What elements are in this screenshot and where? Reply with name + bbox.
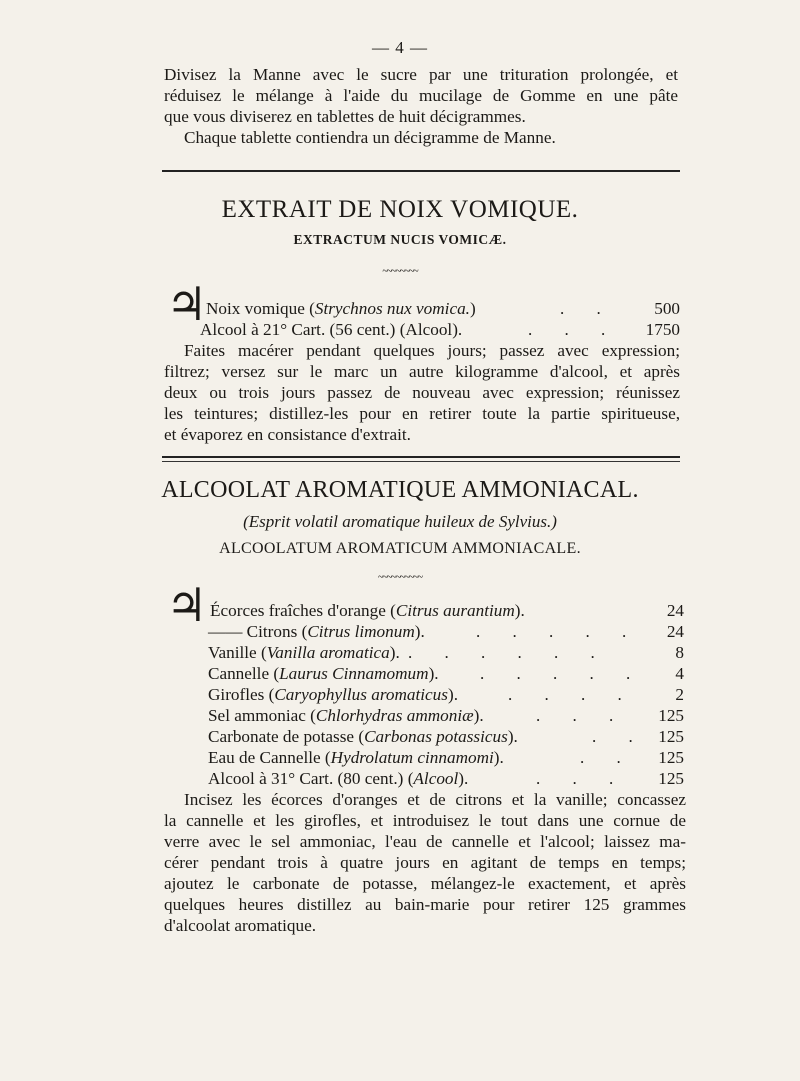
ingredient-name: Eau de Cannelle (Hydrolatum cinnamomi). bbox=[208, 748, 504, 767]
ornament-separator: ~~~~~~~~~~ bbox=[377, 572, 423, 583]
ingredient-name: —— Citrons (Citrus limonum). bbox=[208, 622, 425, 641]
method-line: ajoutez le carbonate de potasse, mélangez-le exactement, et après bbox=[164, 874, 686, 893]
ingredient-name: Sel ammoniac (Chlorhydras ammoniæ). bbox=[208, 706, 484, 725]
intro-line: Divisez la Manne avec le sucre par une trituration prolongée, et bbox=[164, 65, 678, 84]
ingredient-name: Écorces fraîches d'orange (Citrus aurantium). bbox=[210, 601, 525, 620]
ingredient-qty: 125 bbox=[658, 727, 684, 746]
ingredient-qty: 24 bbox=[666, 622, 684, 641]
ingredient-name: Vanille (Vanilla aromatica). bbox=[208, 643, 400, 662]
leader-dots: . . . bbox=[536, 769, 628, 788]
leader-dots: . . . . . . bbox=[408, 643, 609, 662]
jupiter-symbol-icon: ♃ bbox=[166, 580, 208, 631]
ingredient-name: Noix vomique (Strychnos nux vomica.) bbox=[206, 299, 476, 318]
intro-line: que vous diviserez en tablettes de huit décigrammes. bbox=[164, 107, 526, 126]
ingredient-name: Carbonate de potasse (Carbonas potassicus). bbox=[208, 727, 518, 746]
ingredient-qty: 1750 bbox=[645, 320, 680, 339]
ingredient-qty: 2 bbox=[675, 685, 684, 704]
section-rule-thin bbox=[162, 461, 680, 462]
leader-dots: . . . bbox=[528, 320, 620, 339]
ingredient-qty: 125 bbox=[658, 769, 684, 788]
intro-line: réduisez le mélange à l'aide du mucilage de Gomme en une pâte bbox=[164, 86, 678, 105]
section2-latin-title: ALCOOLATUM AROMATICUM AMMONIACALE. bbox=[219, 540, 581, 557]
section2-subtitle: (Esprit volatil aromatique huileux de Sylvius.) bbox=[243, 512, 557, 531]
section-rule bbox=[162, 456, 680, 458]
leader-dots: . . . . . bbox=[480, 664, 645, 683]
ingredient-qty: 125 bbox=[658, 706, 684, 725]
method-line: verre avec le sel ammoniac, l'eau de cannelle et l'alcool; laissez ma- bbox=[164, 832, 686, 851]
method-line-last: d'alcoolat aromatique. bbox=[164, 916, 316, 935]
method-line: la cannelle et les girofles, et introduisez le tout dans une cornue de bbox=[164, 811, 686, 830]
method-line: quelques heures distillez au bain-marie pour retirer 125 grammes bbox=[164, 895, 686, 914]
leader-dots: . . . . bbox=[508, 685, 636, 704]
section1-title: EXTRAIT DE NOIX VOMIQUE. bbox=[221, 196, 579, 223]
ingredient-qty: 125 bbox=[658, 748, 684, 767]
ingredient-name: Alcool à 31° Cart. (80 cent.) (Alcool). bbox=[208, 769, 469, 788]
leader-dots: . . bbox=[560, 299, 615, 318]
method-line: les teintures; distillez-les pour en retirer toute la partie spiritueuse, bbox=[164, 404, 680, 423]
method-line: Incisez les écorces d'oranges et de citrons et la vanille; concassez bbox=[184, 790, 686, 809]
method-line: filtrez; versez sur le marc un autre kilogramme d'alcool, et après bbox=[164, 362, 680, 381]
ingredient-qty: 24 bbox=[666, 601, 684, 620]
method-line: Faites macérer pendant quelques jours; passez avec expression; bbox=[184, 341, 680, 360]
intro-paragraph bbox=[164, 64, 678, 148]
section2-title: ALCOOLAT AROMATIQUE AMMONIACAL. bbox=[161, 477, 639, 503]
ornament-separator: ~~~~~~~~ bbox=[382, 266, 418, 277]
section1-latin-title: EXTRACTUM NUCIS VOMICÆ. bbox=[293, 232, 507, 247]
ingredient-name: Girofles (Caryophyllus aromaticus). bbox=[208, 685, 458, 704]
leader-dots: . . . bbox=[536, 706, 628, 725]
ingredient-name: Alcool à 21° Cart. (56 cent.) (Alcool). bbox=[200, 320, 463, 339]
method-line-last: et évaporez en consistance d'extrait. bbox=[164, 425, 411, 444]
leader-dots: . . bbox=[580, 748, 635, 767]
section-rule bbox=[162, 170, 680, 172]
intro-line-last: Chaque tablette contiendra un décigramme de Manne. bbox=[184, 128, 556, 147]
method-line: cérer pendant trois à quatre jours en agitant de temps en temps; bbox=[164, 853, 686, 872]
ingredient-qty: 8 bbox=[675, 643, 684, 662]
ingredient-qty: 4 bbox=[675, 664, 684, 683]
jupiter-symbol-icon: ♃ bbox=[166, 279, 208, 330]
ingredient-name: Cannelle (Laurus Cinnamomum). bbox=[208, 664, 439, 683]
section2-method bbox=[164, 789, 686, 936]
page-number: — 4 — bbox=[372, 38, 428, 57]
leader-dots: . . . . . bbox=[476, 622, 641, 641]
ingredient-qty: 500 bbox=[654, 299, 680, 318]
leader-dots: . . bbox=[592, 727, 647, 746]
method-line: deux ou trois jours passez de nouveau avec expression; réunissez bbox=[164, 383, 680, 402]
section1-method bbox=[164, 340, 680, 445]
